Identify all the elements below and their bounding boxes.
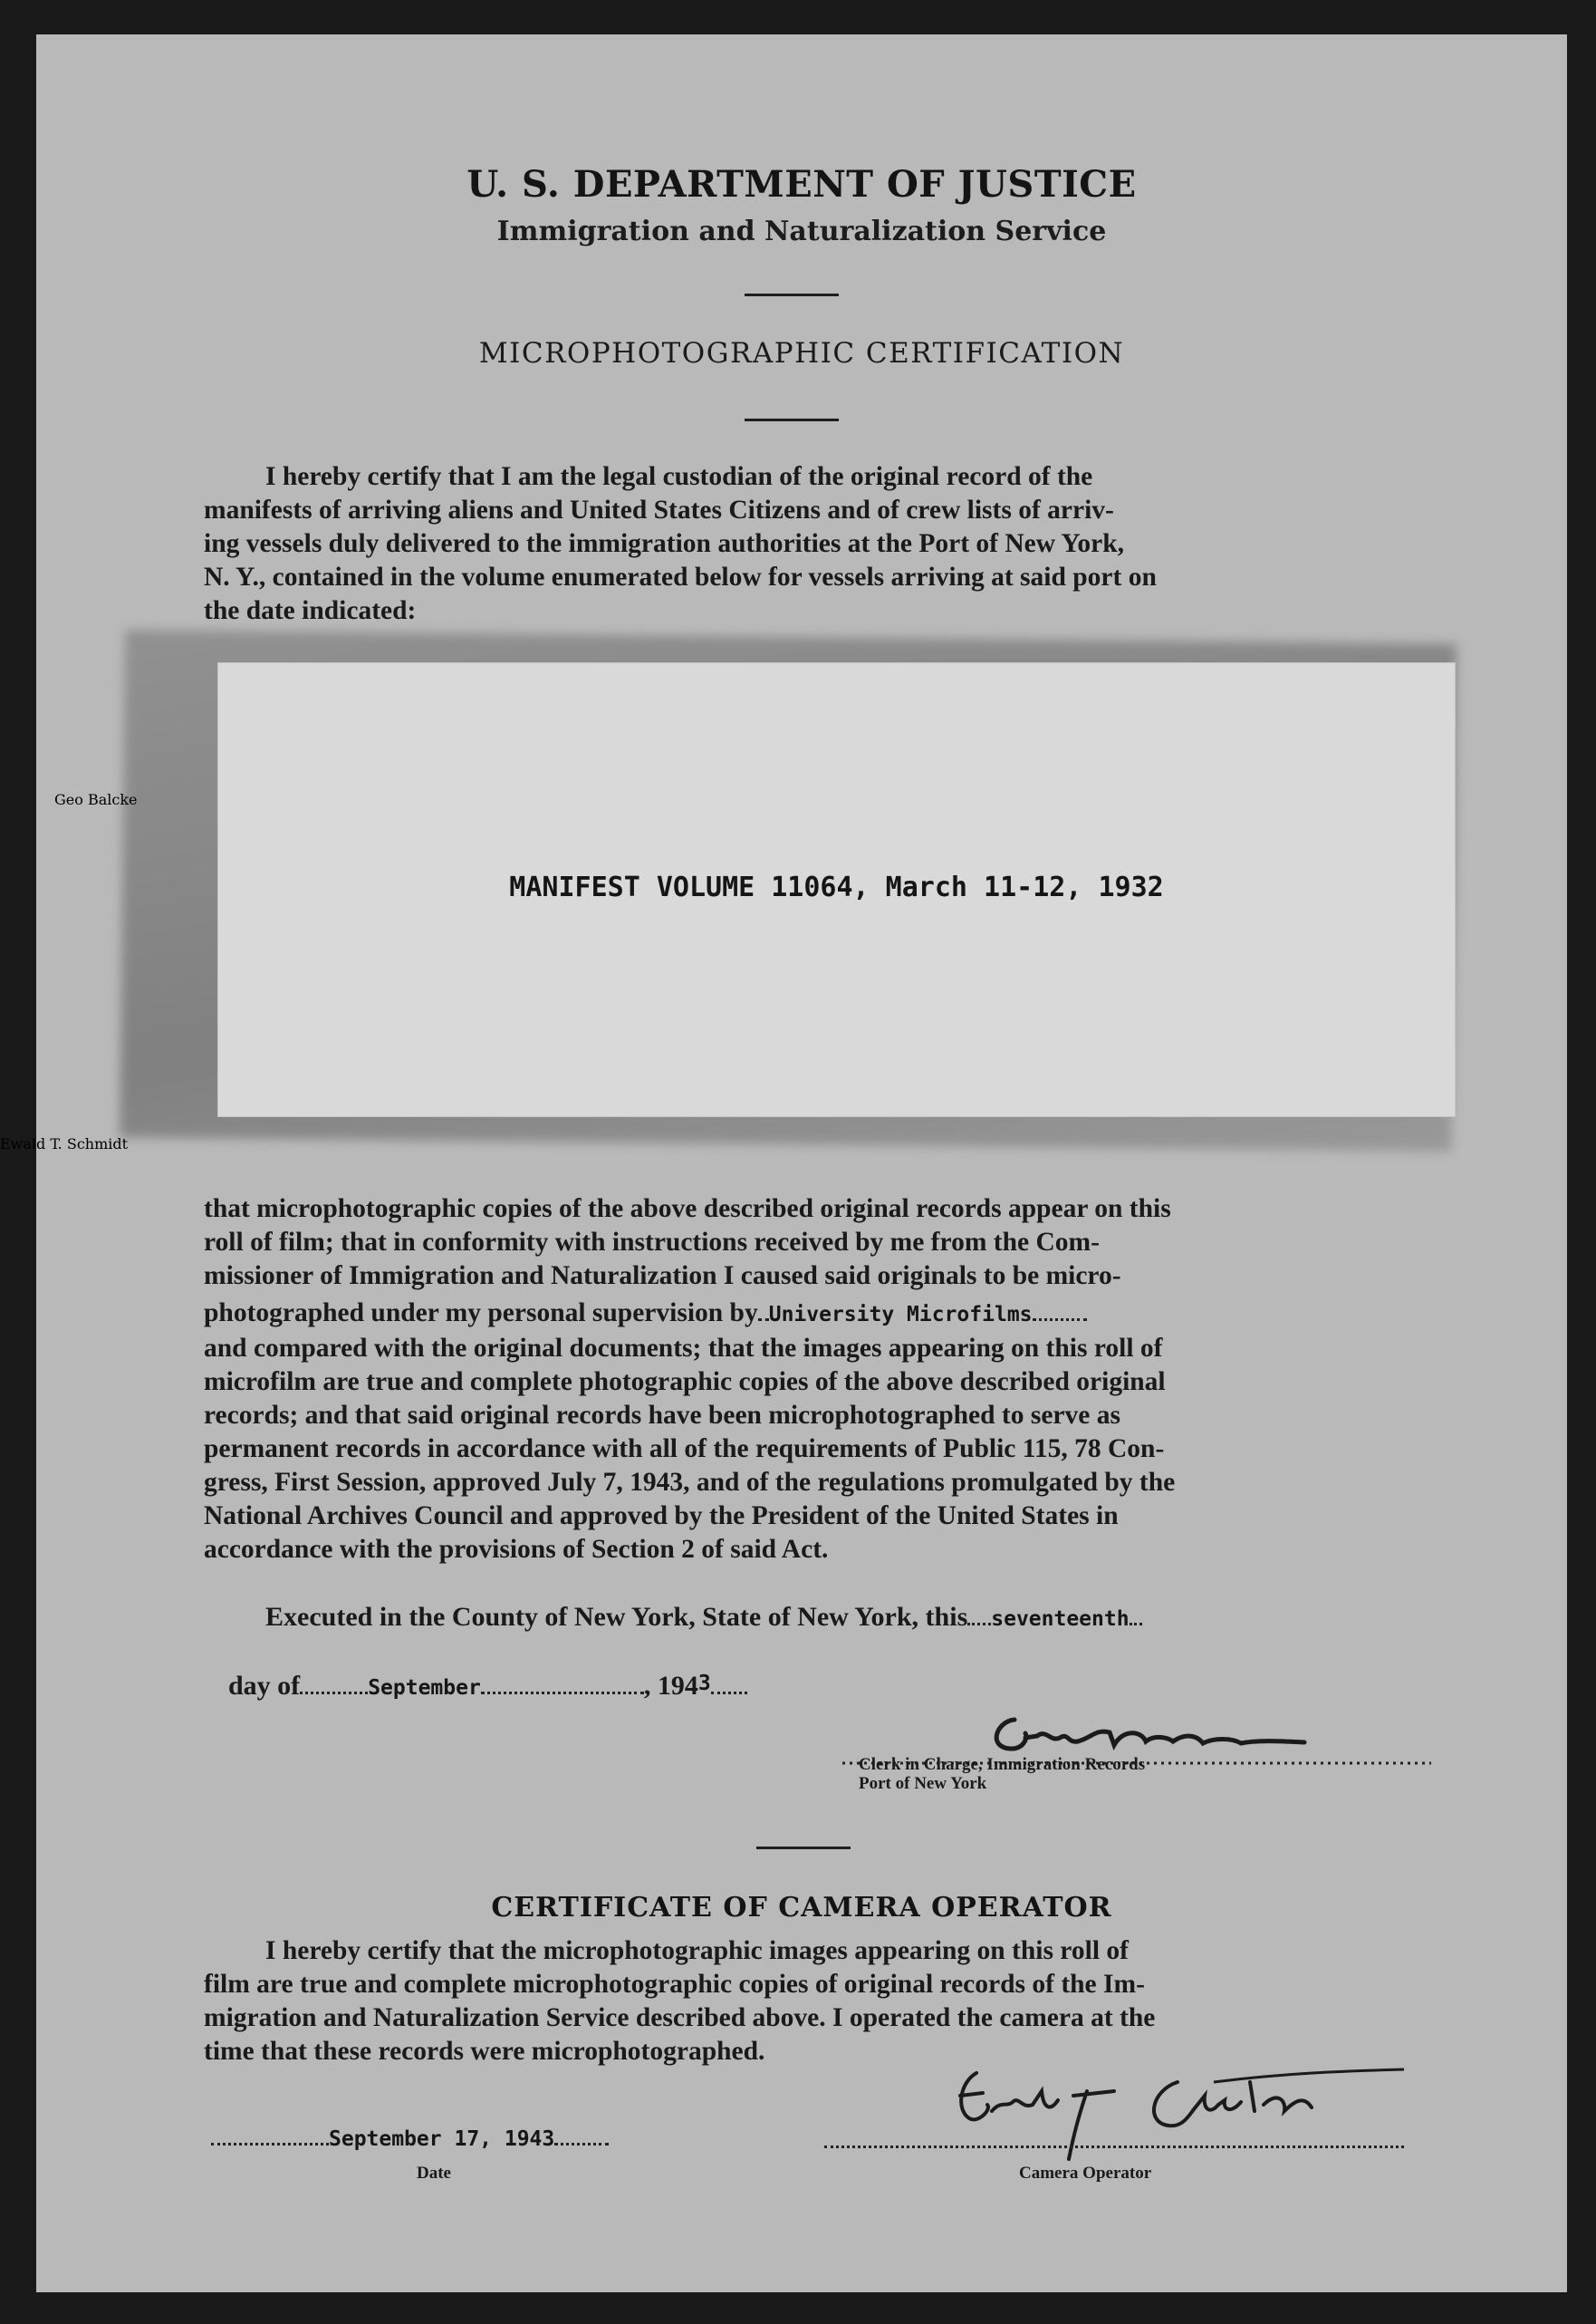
clerk-signature-text: Geo Balcke [54,791,138,808]
execution-prefix: Executed in the County of New York, State of New York, this [265,1602,968,1632]
certification-title: MICROPHOTOGRAPHIC CERTIFICATION [478,337,1125,370]
paragraph-line: migration and Naturalization Service described above. I operated the camera at the [204,2003,1156,2032]
service-subheading: Immigration and Naturalization Service [496,216,1107,247]
paragraph-line: ing vessels duly delivered to the immigration authorities at the Port of New York, [204,529,1125,558]
dotted-leader [1033,1318,1087,1321]
dotted-leader [211,2143,329,2146]
execution-day: seventeenth [991,1607,1130,1631]
paragraph-line: gress, First Session, approved July 7, 1943, and of the regulations promulgated by the [204,1468,1176,1497]
day-of-label: day of [228,1671,301,1701]
paragraph-line: N. Y., contained in the volume enumerated below for vessels arriving at said port on [204,563,1157,592]
paragraph-line: permanent records in accordance with all of the requirements of Public 115, 78 Con- [204,1434,1165,1463]
paragraph-line: the date indicated: [204,596,417,625]
clerk-title-line: Clerk in Charge, Immigration Records [859,1755,1146,1774]
camera-operator-label: Camera Operator [1019,2164,1152,2183]
supervision-prefix: photographed under my personal supervision by [204,1298,758,1327]
year-digit: 3 [697,1672,711,1695]
paragraph-line: I hereby certify that the microphotographic images appearing on this roll of [265,1936,1129,1965]
date-label: Date [417,2164,451,2183]
supervision-line [204,1297,1392,1332]
paragraph-line: roll of film; that in conformity with instructions received by me from the Com- [204,1228,1100,1257]
paragraph-line: missioner of Immigration and Naturalization I caused said originals to be micro- [204,1261,1121,1290]
operator-signature-text: Ewald T. Schmidt [0,1135,129,1152]
divider-rule [745,419,839,421]
year-prefix: 194 [657,1671,698,1701]
paragraph-line: accordance with the provisions of Section 2 of said Act. [204,1535,829,1564]
custodian-paragraph [204,460,1392,628]
supervisor-name: University Microfilms [768,1303,1033,1326]
operator-date-line [211,2127,718,2151]
paragraph-line: National Archives Council and approved by the President of the United States in [204,1501,1119,1530]
execution-line [265,1602,1142,1633]
clerk-title [859,1755,1145,1793]
paragraph-line: that microphotographic copies of the above described original records appear on this [204,1194,1171,1223]
date-line: day of September , 1943 [228,1671,747,1702]
execution-month: September [368,1676,481,1700]
divider-rule [756,1847,851,1849]
paragraph-line: and compared with the original documents; that the images appearing on this roll of [204,1334,1163,1363]
paragraph-line: records; and that said original records have been microphotographed to serve as [204,1401,1120,1430]
dotted-leader [967,1623,991,1625]
paragraph-line: time that these records were microphotographed. [204,2037,765,2066]
microphotograph-paragraph [204,1192,1392,1567]
certification-sheet [0,34,1567,2292]
department-heading: U. S. DEPARTMENT OF JUSTICE [466,163,1137,206]
dotted-leader [554,2143,609,2146]
operator-signature-line [824,2146,1404,2148]
paragraph-line: I hereby certify that I am the legal custodian of the original record of the [265,462,1093,491]
dotted-leader [481,1692,644,1694]
operator-date: September 17, 1943 [329,2127,555,2151]
paragraph-line: microfilm are true and complete photographic copies of the above described original [204,1367,1166,1396]
dotted-leader [300,1692,368,1694]
divider-rule [745,294,839,296]
clerk-title-line: Port of New York [859,1774,987,1793]
dotted-leader [711,1692,747,1694]
dotted-leader [758,1318,769,1321]
pasted-manifest-card [217,662,1456,1117]
camera-operator-title: CERTIFICATE OF CAMERA OPERATOR [491,1892,1112,1924]
manifest-volume-text: MANIFEST VOLUME 11064, March 11-12, 1932 [509,872,1164,903]
camera-operator-paragraph [204,1934,1392,2068]
paragraph-line: film are true and complete microphotographic copies of original records of the Im- [204,1970,1145,1999]
paragraph-line: manifests of arriving aliens and United States Citizens and of crew lists of arriv- [204,496,1114,525]
dotted-leader [1130,1623,1142,1625]
